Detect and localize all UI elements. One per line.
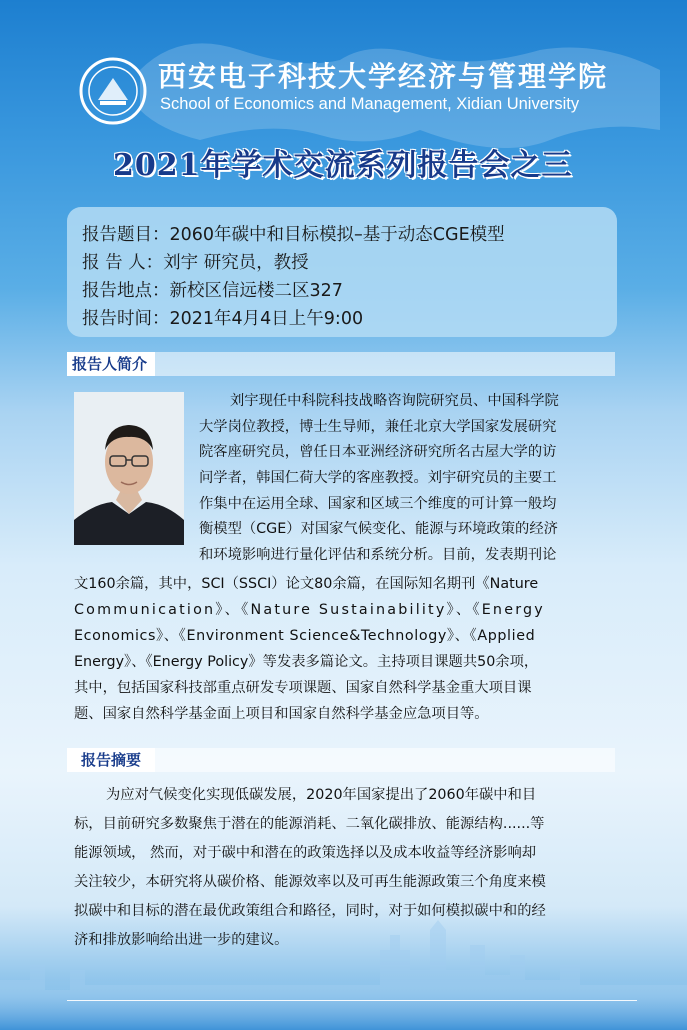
- bio-line-11: Energy》、《Energy Policy》等发表多篇论文。主持项目课题共50余项，: [74, 654, 539, 670]
- bio-line-13: 题、国家自然科学基金面上项目和国家自然科学基金应急项目等。: [74, 706, 489, 722]
- info-speaker: 报 告 人：刘宇 研究员，教授: [82, 253, 309, 273]
- bio-line-5: 作集中在运用全球、国家和区域三个维度的可计算一般均: [199, 496, 557, 512]
- bio-section-header: [67, 352, 615, 376]
- abstract-line-6: 济和排放影响给出进一步的建议。: [74, 932, 289, 948]
- bio-section-title: 报告人简介: [67, 352, 155, 376]
- header: [0, 0, 687, 200]
- info-panel: [67, 207, 617, 337]
- bio-line-7: 和环境影响进行量化评估和系统分析。目前，发表期刊论: [199, 547, 557, 563]
- info-location: 报告地点：新校区信远楼二区327: [82, 281, 343, 301]
- speaker-photo: [74, 392, 184, 545]
- bio-line-1: 刘宇现任中科院科技战略咨询院研究员、中国科学院: [230, 393, 559, 409]
- abstract-line-2: 标，目前研究多数聚焦于潜在的能源消耗、二氧化碳排放、能源结构......等: [74, 816, 545, 832]
- info-time: 报告时间：2021年4月4日上午9:00: [82, 309, 364, 329]
- info-topic: 报告题目：2060年碳中和目标模拟–基于动态CGE模型: [82, 225, 505, 245]
- bio-line-3: 院客座研究员，曾任日本亚洲经济研究所名古屋大学的访: [199, 444, 557, 460]
- bio-line-6: 衡模型（CGE）对国家气候变化、能源与环境政策的经济: [199, 521, 558, 537]
- bio-line-10: Economics》、《Environment Science&Technology》、《Applied: [74, 628, 536, 644]
- bio-line-12: 其中，包括国家科技部重点研发专项课题、国家自然科学基金重大项目课: [74, 680, 532, 696]
- school-name-en: School of Economics and Management, Xidian University: [160, 95, 580, 113]
- footer-divider: [67, 1000, 637, 1001]
- abstract-line-3: 能源领域， 然而，对于碳中和潜在的政策选择以及成本收益等经济影响却: [74, 845, 537, 861]
- series-title: 2021年学术交流系列报告会之三: [113, 148, 573, 183]
- abstract-line-4: 关注较少，本研究将从碳价格、能源效率以及可再生能源政策三个角度来模: [74, 874, 546, 890]
- bio-line-4: 问学者，韩国仁荷大学的客座教授。刘宇研究员的主要工: [199, 470, 557, 486]
- school-name-cn: 西安电子科技大学经济与管理学院: [158, 60, 609, 93]
- university-logo-icon: [78, 56, 148, 126]
- bio-line-2: 大学岗位教授，博士生导师，兼任北京大学国家发展研究: [199, 419, 557, 435]
- city-skyline-graphic: [0, 910, 687, 1030]
- bio-line-9: Communication》、《Nature Sustainability》、《Energy: [74, 602, 545, 618]
- bio-line-8: 文160余篇，其中，SCI（SSCI）论文80余篇，在国际知名期刊《Nature: [74, 576, 539, 592]
- abstract-section-title: 报告摘要: [67, 748, 155, 772]
- speaker-portrait-image: [74, 392, 184, 545]
- abstract-line-1: 为应对气候变化实现低碳发展，2020年国家提出了2060年碳中和目: [106, 787, 537, 803]
- abstract-line-5: 拟碳中和目标的潜在最优政策组合和路径，同时，对于如何模拟碳中和的经: [74, 903, 546, 919]
- abstract-section-header: [67, 748, 615, 772]
